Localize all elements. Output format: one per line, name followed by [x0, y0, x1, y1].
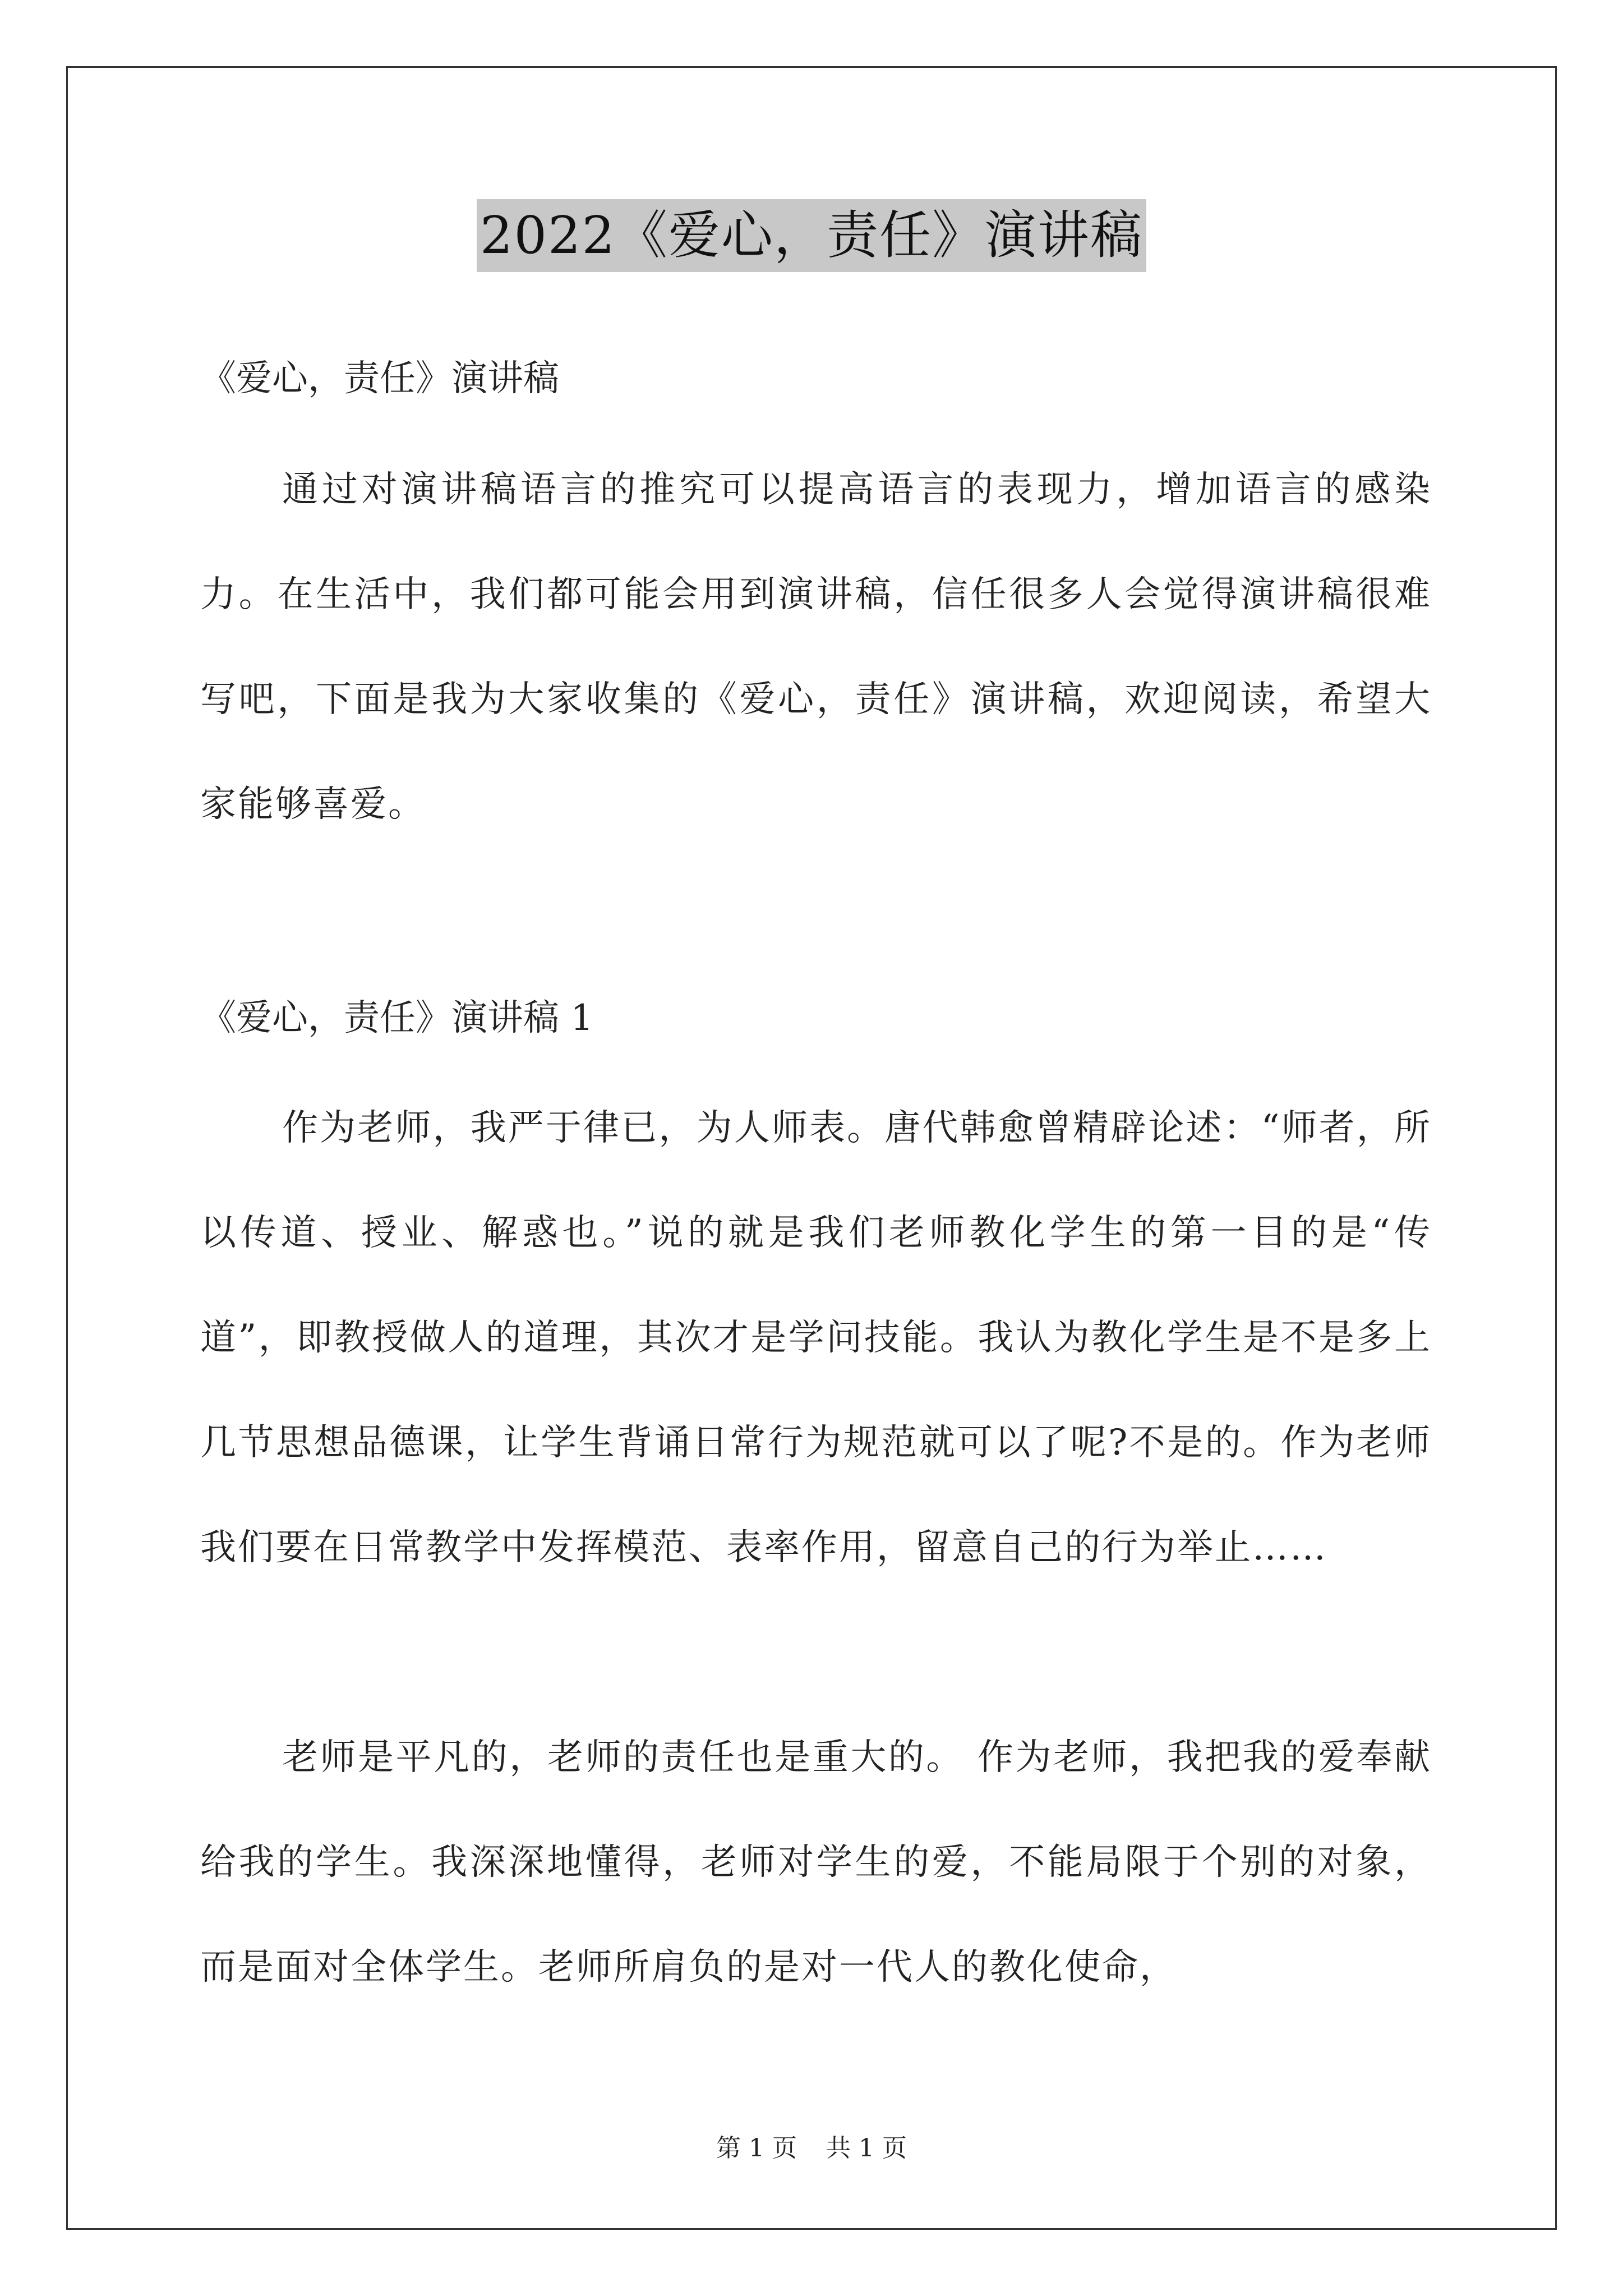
section1-paragraph-2: 老师是平凡的，老师的责任也是重大的。 作为老师，我把我的爱奉献给我的学生。我深深地懂得，老师对学生的爱，不能局限于个别的对象，而是面对全体学生。老师所肩负的是对一代人的教化使命， [200, 1737, 1432, 1988]
intro-paragraph: 通过对演讲稿语言的推究可以提高语言的表现力，增加语言的感染力。在生活中，我们都可能会用到演讲稿，信任很多人会觉得演讲稿很难写吧，下面是我为大家收集的《爱心，责任》演讲稿，欢迎阅读，希望大家能够喜爱。 [200, 469, 1432, 825]
document-title: 2022《爱心，责任》演讲稿 [477, 199, 1146, 272]
page-footer [0, 2132, 1623, 2165]
page-total: 共 1 页 [826, 2134, 907, 2162]
section-heading-1: 《爱心，责任》演讲稿 1 [200, 997, 594, 1039]
subtitle: 《爱心，责任》演讲稿 [200, 358, 559, 399]
title-container [0, 199, 1623, 272]
page-number: 第 1 页 [716, 2134, 797, 2162]
section1-paragraph-1: 作为老师，我严于律已，为人师表。唐代韩愈曾精辟论述：“师者，所以传道、授业、解惑也。”说的就是我们老师教化学生的第一目的是“传道”，即教授做人的道理，其次才是学问技能。我认为教化学生是不是多上几节思想品德课，让学生背诵日常行为规范就可以了呢?不是的。作为老师我们要在日常教学中发挥模范、表率作用，留意自己的行为举止…… [200, 1107, 1432, 1568]
